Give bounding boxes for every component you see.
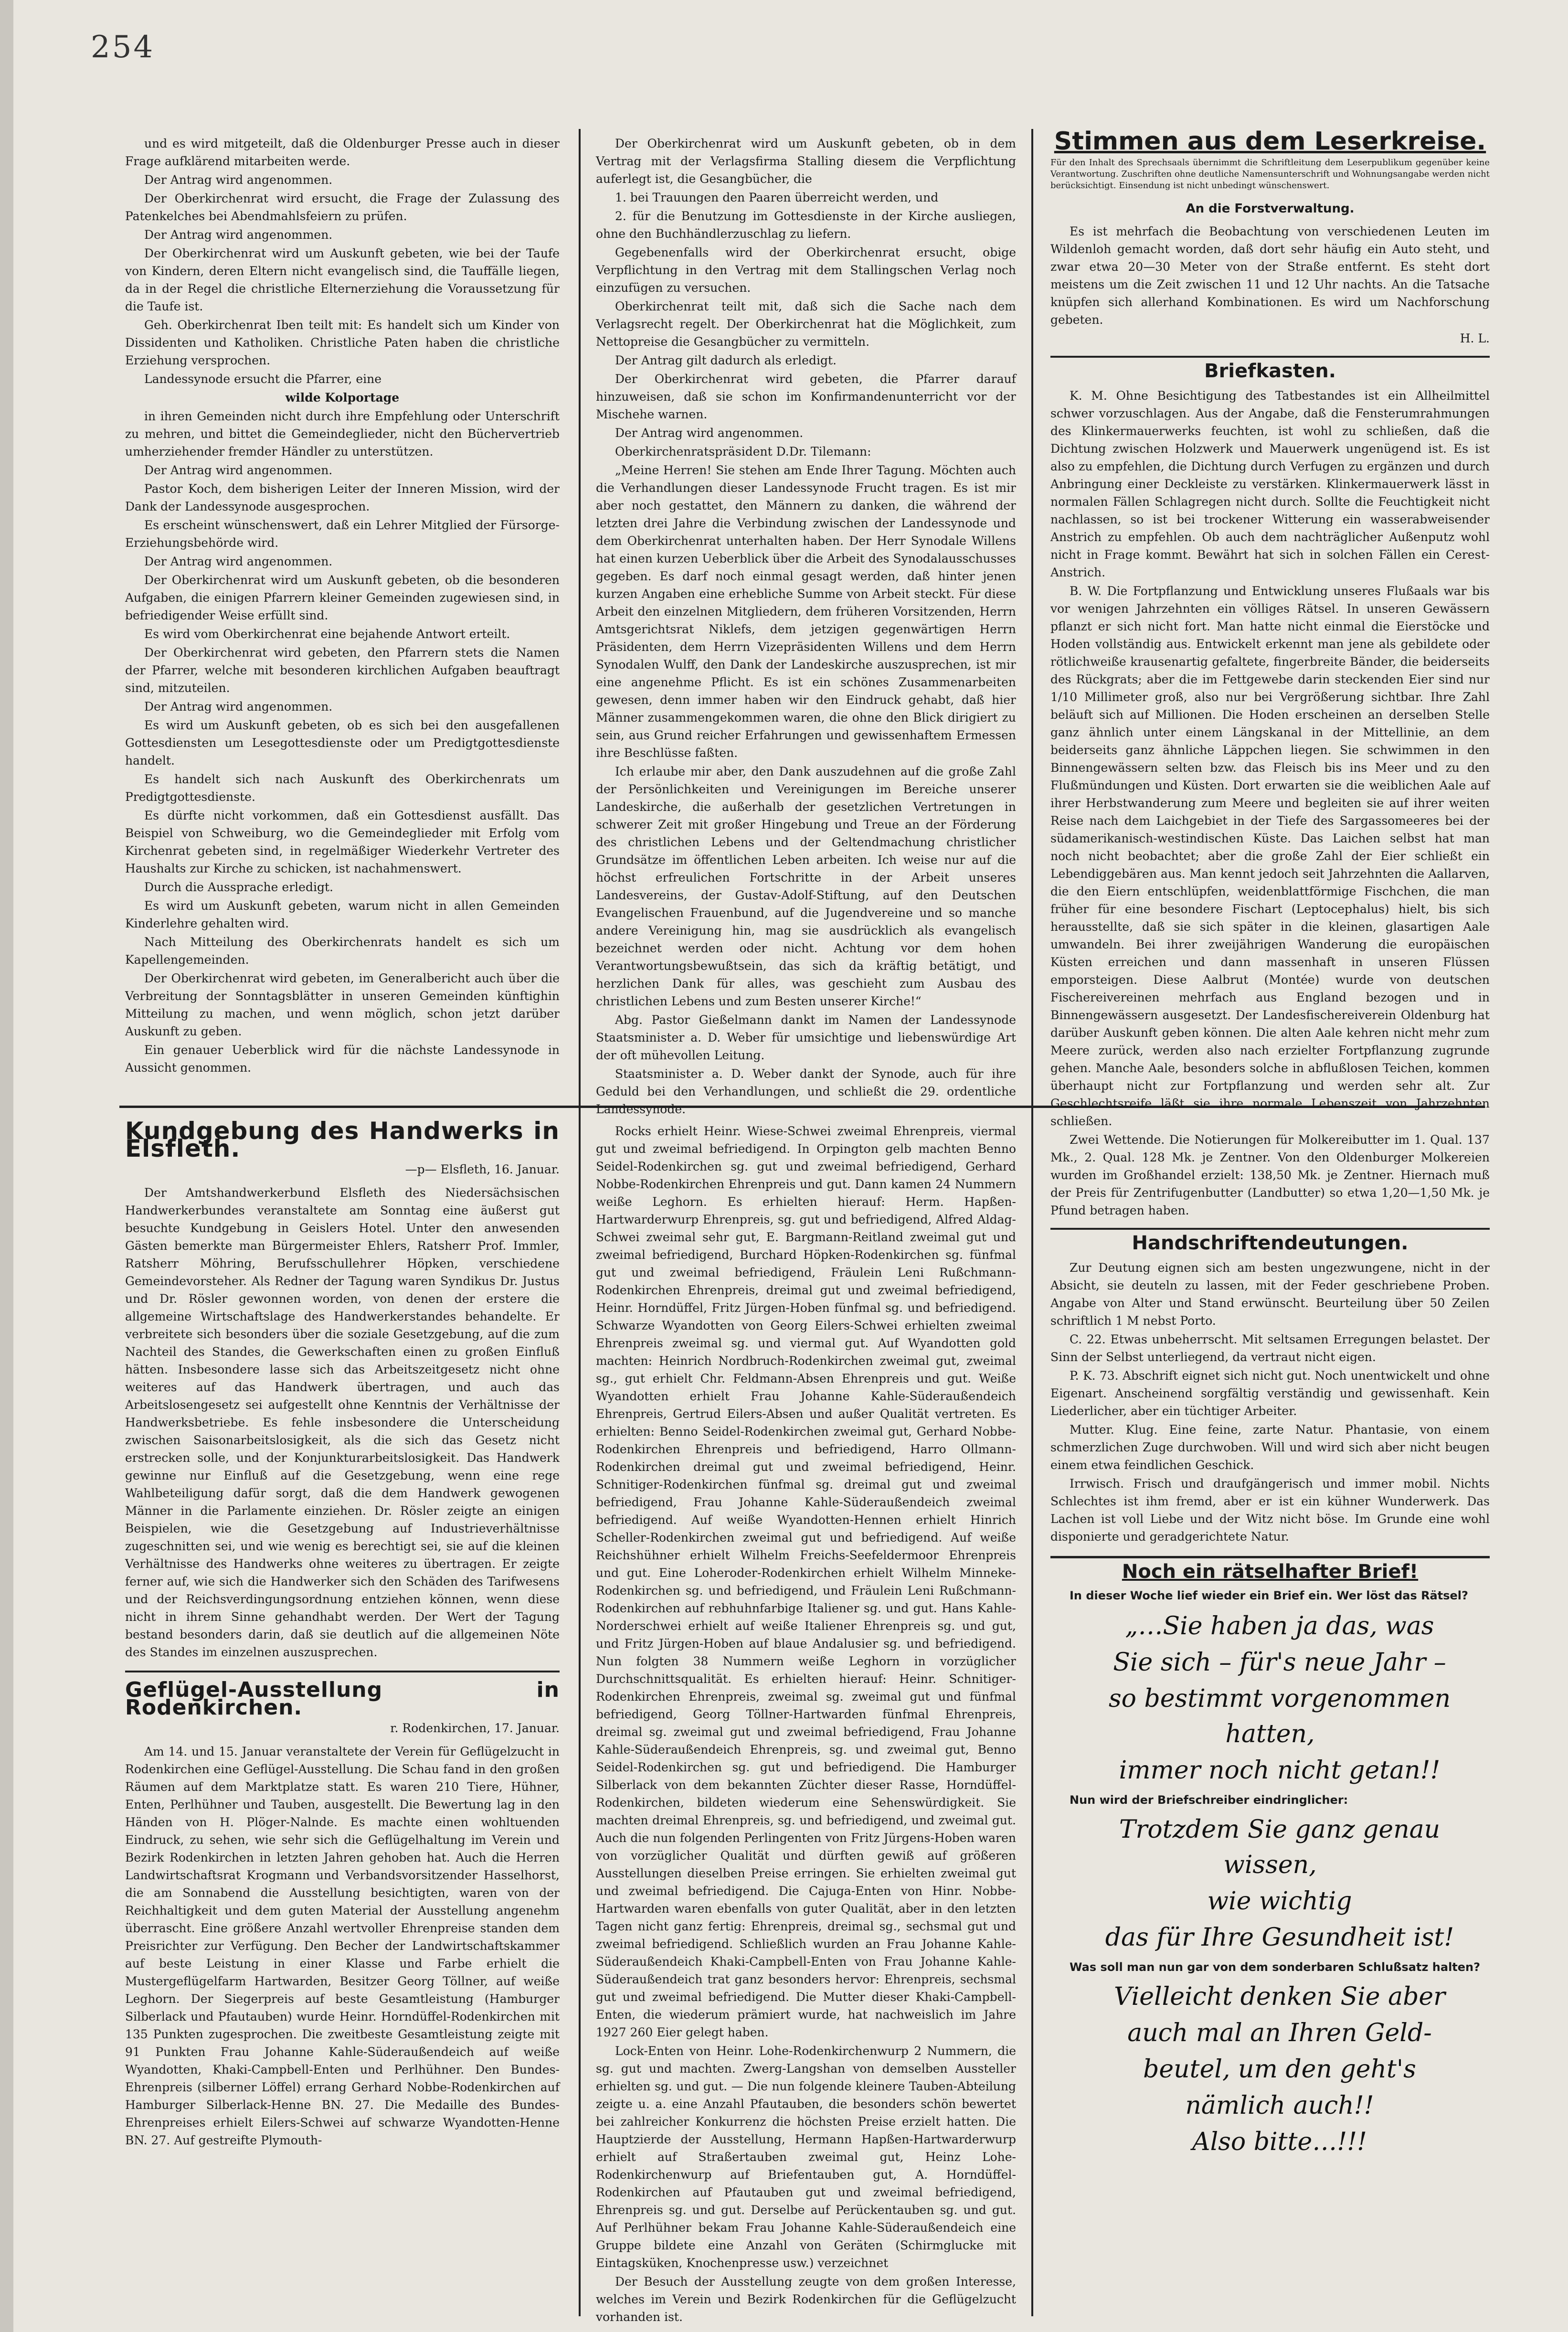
brief-middle-1: Nun wird der Briefschreiber eindringlicher: bbox=[1070, 1793, 1348, 1807]
handwritten-line: das für Ihre Gesundheit ist! bbox=[1105, 1923, 1454, 1952]
minutes-paragraph: Der Oberkirchenrat wird um Auskunft gebeten, ob in dem Vertrag mit der Verlagsfirma Stalling diesem die Verpflichtung auferlegt ist, die Gesangbücher, die bbox=[596, 137, 1016, 186]
scan-edge bbox=[0, 0, 13, 2332]
minutes-paragraph: Geh. Oberkirchenrat Iben teilt mit: Es handelt sich um Kinder von Dissidenten und Katholiken. Christliche Paten haben die christliche Erziehung versprochen. bbox=[125, 318, 560, 367]
handwritten-line: so bestimmt vorgenommen hatten, bbox=[1108, 1684, 1451, 1748]
minutes-paragraph: Landessynode ersucht die Pfarrer, eine bbox=[144, 372, 382, 386]
answer-paragraph: K. M. Ohne Besichtigung des Tatbestandes ist ein Allheilmittel schwer vorzuschlagen. Aus der Angabe, daß die Fensterumrahmungen des Klinkermauerwerks feuchten, ist wohl zu schließen, daß die Dichtung zwischen Holzwerk und Mauerwerk ungenügend ist. Es ist also zu empfehlen, die Dichtung durch Verfugen zu ergänzen und durch Anbringung einer Deckleiste zu verstärken. Klinkermauerwerk lässt in normalen Fällen Schlagregen nicht durch. Sollte die Feuchtigkeit nicht nachlassen, so ist bei trockener Witterung ein wasserabweisender Anstrich zu empfehlen. Ob auch dem nachträglicher Außenputz wohl nicht in Frage kommt. Bewährt hat sich in solchen Fällen ein Cerest-Anstrich. bbox=[1050, 389, 1490, 579]
reading-paragraph: Irrwisch. Frisch und draufgängerisch und immer mobil. Nichts Schlechtes ist ihm fremd, aber er ist ein kühner Wunderwerk. Das Lachen ist voll Liebe und der Witz nicht böse. Im Grunde eine wohl disponierte und geradgerichtete Natur. bbox=[1050, 1477, 1490, 1544]
article-title-handwerk: Kundgebung des Handwerks in Elsfleth. bbox=[125, 1117, 560, 1162]
handwritten-line: immer noch nicht getan!! bbox=[1119, 1756, 1441, 1785]
minutes-paragraph: Pastor Koch, dem bisherigen Leiter der Inneren Mission, wird der Dank der Landessynode ausgesprochen. bbox=[125, 482, 560, 513]
minutes-paragraph: Der Antrag wird angenommen. bbox=[144, 173, 333, 187]
minutes-paragraph: 2. für die Benutzung im Gottesdienste in der Kirche ausliegen, ohne den Buchhändlerzuschlag zu liefern. bbox=[596, 209, 1016, 241]
answer-paragraph: Zwei Wettende. Die Notierungen für Molkereibutter im 1. Qual. 137 Mk., 2. Qual. 128 Mk. je Zentner. Von den Oldenburger Molkereien wurden im Großhandel erzielt: 138,50 Mk. je Zentner. Hiernach muß der Preis für Zentrifugenbutter (Landbutter) so etwa 1,20—1,50 Mk. je Pfund betragen haben. bbox=[1050, 1133, 1490, 1217]
minutes-paragraph: Der Oberkirchenrat wird gebeten, im Generalbericht auch über die Verbreitung der Sonntagsblätter in unseren Gemeinden künftighin Mitteilung zu machen, und wenn möglich, schon jetzt darüber Auskunft zu geben. bbox=[125, 971, 560, 1038]
minutes-paragraph: Der Antrag wird angenommen. bbox=[144, 228, 333, 242]
brief-middle-2: Was soll man nun gar von dem sonderbaren Schlußsatz halten? bbox=[1070, 1960, 1481, 1974]
column-1-top bbox=[125, 135, 560, 1077]
minutes-paragraph: Der Antrag wird angenommen. bbox=[144, 463, 333, 477]
reading-paragraph: P. K. 73. Abschrift eignet sich nicht gut. Noch unentwickelt und ohne Eigenart. Anscheinend sorgfältig verständig und gewissenhaft. Kein Liederlicher, aber ein tüchtiger Arbeiter. bbox=[1050, 1369, 1490, 1418]
minutes-paragraph: Durch die Aussprache erledigt. bbox=[144, 880, 333, 894]
letter-paragraph: H. L. bbox=[1460, 331, 1490, 345]
minutes-paragraph: Der Oberkirchenrat wird um Auskunft gebeten, ob die besonderen Aufgaben, die einigen Pfarrern kleiner Gemeinden zugewiesen sind, in befriedigender Weise erfüllt sind. bbox=[125, 573, 560, 622]
letter-paragraph: Es ist mehrfach die Beobachtung von verschiedenen Leuten im Wildenloh gemacht worden, daß dort sehr häufig ein Auto steht, und zwar etwa 20—30 Meter von der Straße entfernt. Es steht dort meistens um die Zeit zwischen 11 und 12 Uhr nachts. An die Tatsache knüpfen sich allerhand Kombinationen. Es wird um Nachforschung gebeten. bbox=[1050, 224, 1490, 327]
rule-above-briefkasten bbox=[1050, 356, 1490, 358]
column-rule-1 bbox=[579, 129, 581, 2316]
minutes-paragraph: Staatsminister a. D. Weber dankt der Synode, auch für ihre Geduld bei den Verhandlungen, und schließt die 29. ordentliche Landessynode. bbox=[596, 1067, 1016, 1116]
reading-paragraph: Mutter. Klug. Eine feine, zarte Natur. Phantasie, von einem schmerzlichen Zuge durchwoben. Will und wird sich aber nicht beugen einem etwa feindlichen Geschick. bbox=[1050, 1423, 1490, 1472]
article-body-gefluegel bbox=[125, 1743, 560, 2149]
synod-minutes-right bbox=[596, 135, 1016, 1118]
minutes-paragraph: Der Antrag wird angenommen. bbox=[144, 554, 333, 568]
handwritten-excerpt-3 bbox=[1050, 1979, 1490, 2160]
handwritten-line: beutel, um den geht's bbox=[1143, 2055, 1416, 2084]
answer-paragraph: B. W. Die Fortpflanzung und Entwicklung unseres Flußaals war bis vor wenigen Jahrzehnten ein völliges Rätsel. In unseren Gewässern pflanzt er sich nicht fort. Man hatte nicht einmal die Eierstöcke und Hoden vollständig aus. Entwickelt erkennt man jene als gebildete oder rötlichweiße krausenartig gefaltete, fingerbreite Bänder, die beiderseits des Rückgrats; aber die im Fettgewebe darin steckenden Eier sind nur 1/10 Millimeter groß, also nur bei Vergrößerung sichtbar. Ihre Zahl beläuft sich auf Millionen. Die Hoden erscheinen an derselben Stelle ganz ähnlich unter einem Längskanal in der Mittellinie, an dem beiderseits ganz ähnliche Läppchen liegen. Sie schwimmen in den Binnengewässern selten bzw. das Fleisch bis ins Meer und zu den Flußmündungen und Küsten. Dort erwarten sie die weiblichen Aale auf ihrer Herbstwanderung zum Meere und begleiten sie auf ihrer weiten Reise nach dem Laichgebiet in der Tiefe des Sargassomeeres bei der südamerikanisch-westindischen Küste. Das Laichen selbst hat man noch nicht beobachtet; aber die große Zahl der Eier schließt ein Lebendiggebären aus. Man kennt jedoch seit Jahrzehnten die Aallarven, die den Eiern entschlüpfen, weidenblattförmige Fischchen, die man früher für eine besondere Fischart (Leptocephalus) hielt, bis sich herausstellte, daß sie sich später in die kleinen, glasartigen Aale umwandeln. Bei ihrer zweijährigen Wanderung die europäischen Küsten erreichen und dann massenhaft in unseren Flüssen emporsteigen. Diese Aalbrut (Montée) wurde von deutschen Fischereivereinen mehrfach aus England bezogen und in Binnengewässern ausgesetzt. Der Landesfischereiverein Oldenburg hat darüber Auskunft geben können. Die alten Aale kehren nicht mehr zum Meere zurück, werden also nach erzielter Fortpflanzung zugrunde gehen. Manche Aale, besonders solche in abflußlosen Teichen, kommen überhaupt nicht zur Fortpflanzung und werden sehr alt. Zur Geschlechtsreife läßt sie ihre normale Lebenszeit von Jahrzehnten schließen. bbox=[1050, 584, 1490, 1128]
rule-above-handschriften bbox=[1050, 1228, 1490, 1230]
minutes-paragraph: Oberkirchenratspräsident D.Dr. Tilemann: bbox=[615, 445, 871, 458]
minutes-paragraph: Der Oberkirchenrat wird ersucht, die Frage der Zulassung des Patenkelches bei Abendmahlsfeiern zu prüfen. bbox=[125, 192, 560, 223]
reading-paragraph: Zur Deutung eignen sich am besten ungezwungene, nicht in der Absicht, sie deuteln zu lassen, mit der Feder geschriebene Proben. Angabe von Alter und Stand erwünscht. Beurteilung über 50 Zeilen schriftlich 1 M nebst Porto. bbox=[1050, 1261, 1490, 1328]
section-title-raetsel-brief: Noch ein rätselhafter Brief! bbox=[1122, 1561, 1419, 1583]
subhead-forstverwaltung: An die Forstverwaltung. bbox=[1186, 202, 1355, 216]
minutes-paragraph: in ihren Gemeinden nicht durch ihre Empfehlung oder Unterschrift zu mehren, und bittet die Gemeindeglieder, nicht den Büchervertrieb umherziehender fremder Händler zu unterstützen. bbox=[125, 409, 560, 458]
minutes-paragraph: Der Antrag wird angenommen. bbox=[615, 426, 804, 440]
column-2-top bbox=[596, 135, 1016, 1119]
synod-minutes-left bbox=[125, 135, 560, 1076]
section-title-briefkasten: Briefkasten. bbox=[1204, 360, 1336, 382]
handwritten-line: nämlich auch!! bbox=[1185, 2091, 1374, 2120]
article-paragraph: Der Besuch der Ausstellung zeugte von dem großen Interesse, welches im Verein und Bezirk Rodenkirchen für die Geflügelzucht vorhanden ist. bbox=[596, 2275, 1016, 2324]
handwritten-excerpt-1 bbox=[1050, 1608, 1490, 1788]
minutes-paragraph: wilde Kolportage bbox=[285, 391, 400, 405]
article-paragraph: Am 14. und 15. Januar veranstaltete der Verein für Geflügelzucht in Rodenkirchen eine Geflügel-Ausstellung. Die Schau fand in den großen Räumen auf dem Marktplatze statt. Es waren 210 Tiere, Hühner, Enten, Perlhühner und Tauben, ausgestellt. Die Bewertung lag in den Händen von H. Plöger-Nalnde. Es machte einen wohltuenden Eindruck, zu sehen, wie sehr sich die Geflügelhaltung im Verein und Bezirk Rodenkirchen in letzten Jahren gehoben hat. Auch die Herren Landwirtschaftsrat Krogmann und Verbandsvorsitzender Hasselhorst, die am Sonnabend die Ausstellung besichtigten, waren von der Reichhaltigkeit und dem guten Material der Ausstellung angenehm überrascht. Eine größere Anzahl wertvoller Ehrenpreise standen dem Preisrichter zur Verfügung. Den Becher der Landwirtschaftskammer auf beste Leistung in einer Klasse und Farbe erhielt die Mustergeflügelfarm Hartwarden, Besitzer Georg Töllner, auf weiße Leghorn. Der Siegerpreis auf beste Gesamtleistung (Hamburger Silberlack und Pfautauben) wurde Heinr. Horndüffel-Rodenkirchen mit 135 Punkten zugesprochen. Die zweitbeste Gesamtleistung zeigte mit 91 Punkten Frau Johanne Kahle-Süderaußendeich auf weiße Wyandotten, Khaki-Campbell-Enten und Perlhühner. Den Bundes-Ehrenpreis (silberner Löffel) errang Gerhard Nobbe-Rodenkirchen auf Hamburger Silberlack-Henne BN. 27. Die Medaille des Bundes-Ehrenpreises erhielt Eilers-Schwei auf schwarze Wyandotten-Henne BN. 27. Auf gestreifte Plymouth- bbox=[125, 1745, 560, 2147]
disclaimer-note: Für den Inhalt des Sprechsaals übernimmt die Schriftleitung dem Leserpublikum gegenüber keine Verantwortung. Zuschriften ohne deutliche Namensunterschrift und Wohnungsangabe werden nicht berücksichtigt. Einsendung ist nicht unbedingt wünschenswert. bbox=[1050, 158, 1490, 191]
letter-forstverwaltung bbox=[1050, 223, 1490, 347]
handwritten-line: Sie sich – für's neue Jahr – bbox=[1113, 1648, 1446, 1677]
minutes-paragraph: Es wird um Auskunft gebeten, ob es sich bei den ausgefallenen Gottesdiensten um Lesegottesdienste oder um Predigtgottesdienste handelt. bbox=[125, 718, 560, 767]
gefluegel-continuation bbox=[596, 1122, 1016, 2326]
minutes-paragraph: Oberkirchenrat teilt mit, daß sich die Sache nach dem Verlagsrecht regelt. Der Oberkirchenrat hat die Möglichkeit, zum Nettopreise die Gesangbücher zu vermitteln. bbox=[596, 299, 1016, 349]
article-paragraph: Lock-Enten von Heinr. Lohe-Rodenkirchenwurp 2 Nummern, die sg. gut und machten. Zwerg-Langshan von demselben Aussteller erhielten sg. und gut. — Die nun folgende kleinere Tauben-Abteilung zeigte u. a. eine Anzahl Pfautauben, die besonders schön bewertet bei zahlreicher Konkurrenz die höchsten Preise erzielt hatten. Die Hauptzierde der Ausstellung, Hermann Hapßen-Hartwarderwurp erhielt auf Straßertauben zweimal gut, Heinz Lohe-Rodenkirchenwurp auf Briefentauben gut, A. Horndüffel-Rodenkirchen auf Pfautauben gut und zweimal befriedigend, Ehrenpreis sg. und gut. Derselbe auf Perückentauben sg. und gut. Auf Perlhühner bekam Frau Johanne Kahle-Süderaußendeich eine Gruppe bildete eine Anzahl von Geräten (Schirmglucke mit Eintagsküken, Knochenpresse usw.) verzeichnet bbox=[596, 2044, 1016, 2270]
page-number: 254 bbox=[91, 30, 155, 65]
column-rule-2 bbox=[1031, 129, 1033, 2316]
minutes-paragraph: Ich erlaube mir aber, den Dank auszudehnen auf die große Zahl der Persönlichkeiten und Vereinigungen im Bereiche unserer Landeskirche, die außerhalb der gesetzlichen Vertretungen in schwerer Zeit mit großer Hingebung und Treue an der Förderung des christlichen Lebens und der Geltendmachung christlicher Grundsätze im öffentlichen Leben arbeiten. Ich weise nur auf die höchst erfreulichen Fortschritte in der Arbeit unseres Landesvereins, der Gustav-Adolf-Stiftung, auf den Deutschen Evangelischen Frauenbund, auf die Jugendvereine und so manche andere Vereinigung hin, mag sie ausdrücklich als evangelisch bezeichnet werden oder nicht. Achtung vor dem hohen Verantwortungsbewußtsein, das sich da kräftig betätigt, und herzlichen Dank für alles, was geschieht zum Ausbau des christlichen Lebens und zum Besten unserer Kirche!“ bbox=[596, 765, 1016, 1008]
minutes-paragraph: Es handelt sich nach Auskunft des Oberkirchenrats um Predigtgottesdienste. bbox=[125, 772, 560, 804]
article-title-gefluegel: Geflügel-Ausstellung in Rodenkirchen. bbox=[125, 1678, 560, 1720]
handwritten-line: wie wichtig bbox=[1207, 1887, 1352, 1916]
minutes-paragraph: Abg. Pastor Gießelmann dankt im Namen der Landessynode Staatsminister a. D. Weber für umsichtige und liebenswürdige Art der oft mühevollen Leitung. bbox=[596, 1013, 1016, 1062]
handwriting-readings bbox=[1050, 1259, 1490, 1545]
minutes-paragraph: Es dürfte nicht vorkommen, daß ein Gottesdienst ausfällt. Das Beispiel von Schweiburg, wo die Gemeindeglieder mit Erfolg vom Kirchenrat gebeten sind, in regelmäßiger Wiederkehr Vertreter des Haushalts zur Kirche zu schicken, ist nachahmenswert. bbox=[125, 809, 560, 875]
handwritten-line: Vielleicht denken Sie aber bbox=[1113, 1982, 1446, 2011]
article-body-handwerk bbox=[125, 1184, 560, 1661]
handwritten-line: Trotzdem Sie ganz genau wissen, bbox=[1119, 1815, 1441, 1879]
minutes-paragraph: Gegebenenfalls wird der Oberkirchenrat ersucht, obige Verpflichtung in den Vertrag mit dem Stallingschen Verlag noch einzufügen zu versuchen. bbox=[596, 245, 1016, 295]
handwritten-line: „…Sie haben ja das, was bbox=[1125, 1612, 1434, 1640]
minutes-paragraph: Der Oberkirchenrat wird um Auskunft gebeten, wie bei der Taufe von Kindern, deren Eltern nicht evangelisch sind, die Tauffälle liegen, da in der Regel die christliche Elternerziehung die Voraussetzung für die Taufe ist. bbox=[125, 246, 560, 313]
briefkasten-answers bbox=[1050, 387, 1490, 1219]
minutes-paragraph: Ein genauer Ueberblick wird für die nächste Landessynode in Aussicht genommen. bbox=[125, 1043, 560, 1075]
column-2-bottom bbox=[596, 1122, 1016, 2327]
rule-above-gefluegel bbox=[125, 1671, 560, 1672]
article-paragraph: Rocks erhielt Heinr. Wiese-Schwei zweimal Ehrenpreis, viermal gut und zweimal befriedigend. In Orpington gelb machten Benno Seidel-Rodenkirchen sg. gut und zweimal befriedigend, Gerhard Nobbe-Rodenkirchen Ehrenpreis und gut. Dann kamen 24 Nummern weiße Leghorn. Es erhielten hierauf: Herm. Hapßen-Hartwarderwurp Ehrenpreis, sg. gut und befriedigend, Alfred Aldag-Schwei zweimal sehr gut, E. Bargmann-Reitland zweimal gut und zweimal befriedigend, Burchard Höpken-Rodenkirchen sg. fünfmal gut und zweimal befriedigend, Fräulein Leni Rußchmann-Rodenkirchen Ehrenpreis, dreimal gut und zweimal befriedigend, Heinr. Horndüffel, Fritz Jürgen-Hoben fünfmal sg. und befriedigend. Schwarze Wyandotten von Georg Eilers-Schwei erhielten zweimal Ehrenpreis zweimal sg. und viermal gut. Auf Wyandotten gold machten: Heinrich Nordbruch-Rodenkirchen zweimal gut, zweimal sg., gut erhielt Chr. Feldmann-Absen Ehrenpreis und gut. Weiße Wyandotten erhielt Frau Johanne Kahle-Süderaußendeich Ehrenpreis, Gertrud Eilers-Absen und außer Qualität vertreten. Es erhielten: Benno Seidel-Rodenkirchen zweimal gut, Gerhard Nobbe-Rodenkirchen Ehrenpreis und befriedigend, Harro Ollmann-Rodenkirchen dreimal gut und zweimal befriedigend, Heinr. Schnitiger-Rodenkirchen fünfmal sg. dreimal gut und zweimal befriedigend, Frau Johanne Kahle-Süderaußendeich zweimal befriedigend. Auf weiße Wyandotten-Hennen erhielt Hinrich Scheller-Rodenkirchen zweimal gut und befriedigend. Auf weiße Reichshühner erhielt Wilhelm Freichs-Seefeldermoor Ehrenpreis und gut. Eine Loheroder-Rodenkirchen erhielt Wilhelm Minneke-Rodenkirchen sg. und befriedigend, und Fräulein Leni Rußchmann-Rodenkirchen auf rebhuhnfarbige Italiener sg. und gut. Hans Kahle-Norderschwei erhielt auf weiße Italiener Ehrenpreis sg. und gut, und Fritz Jürgen-Hoben auf blaue Andalusier sg. und befriedigend. Nun folgten 38 Nummern weiße Leghorn in vorzüglicher Durchschnittsqualität. Es erhielten hierauf: Heinr. Schnitiger-Rodenkirchen Ehrenpreis, zweimal sg. zweimal gut und fünfmal befriedigend, Georg Töllner-Hartwarden fünfmal Ehrenpreis, dreimal sg. zweimal gut und zweimal befriedigend, Frau Johanne Kahle-Süderaußendeich Ehrenpreis, sg. und zweimal gut, Benno Seidel-Rodenkirchen sg. gut und befriedigend. Die Hamburger Silberlack von dem bekannten Züchter dieser Rasse, Horndüffel-Rodenkirchen, bildeten wiederum eine Sehenswürdigkeit. Sie machten dreimal Ehrenpreis, sg. und befriedigend, und zweimal gut. Auch die nun folgenden Perlingenten von Fritz Jürgens-Hoben waren von vorzüglicher Qualität und dürften gewiß auf größeren Ausstellungen dieselben Preise erringen. Sie erhielten zweimal gut und zweimal befriedigend. Die Cajuga-Enten von Hinr. Nobbe-Hartwarden waren ebenfalls von guter Qualität, aber in den letzten Tagen nicht ganz fertig: Ehrenpreis, dreimal sg., sechsmal gut und zweimal befriedigend. Schließlich wurden an Frau Johanne Kahle-Süderaußendeich Khaki-Campbell-Enten von Frau Johanne Kahle-Süderaußendeich trat ganz besonders hervor: Ehrenpreis, sechsmal gut und zweimal befriedigend. Die Mutter dieser Khaki-Campbell-Enten, die wiederum prämiert wurde, hat nachweislich im Jahre 1927 260 Eier gelegt haben. bbox=[596, 1124, 1016, 2039]
handwritten-line: Also bitte…!!! bbox=[1192, 2128, 1367, 2156]
minutes-paragraph: Der Oberkirchenrat wird gebeten, die Pfarrer darauf hinzuweisen, daß sie schon im Konfirmandenunterricht vor der Mischehe warnen. bbox=[596, 372, 1016, 421]
minutes-paragraph: Es wird um Auskunft gebeten, warum nicht in allen Gemeinden Kinderlehre gehalten wird. bbox=[125, 899, 560, 930]
minutes-paragraph: Es erscheint wünschenswert, daß ein Lehrer Mitglied der Fürsorge-Erziehungsbehörde wird. bbox=[125, 518, 560, 550]
minutes-paragraph: Der Antrag gilt dadurch als erledigt. bbox=[615, 353, 837, 367]
minutes-paragraph: Es wird vom Oberkirchenrat eine bejahende Antwort erteilt. bbox=[144, 627, 510, 641]
minutes-paragraph: „Meine Herren! Sie stehen am Ende Ihrer Tagung. Möchten auch die Verhandlungen dieser Landessynode Frucht tragen. Es ist mir aber noch gestattet, den Männern zu danken, die während der letzten drei Jahre die Verbindung zwischen der Landessynode und dem Oberkirchenrat unterhalten haben. Der Herr Synodale Willens hat einen kurzen Ueberblick über die Arbeit des Synodalausschusses gegeben. Es darf noch einmal gesagt werden, daß hinter jenen kurzen Angaben eine erhebliche Summe von Arbeit steckt. Für diese Arbeit den einzelnen Mitgliedern, dem früheren Vorsitzenden, Herrn Amtsgerichtsrat Niklefs, dem jetzigen gegenwärtigen Herrn Präsidenten, dem Herrn Vizepräsidenten Willens und dem Herrn Synodalen Wulff, den Dank der Landeskirche auszusprechen, ist mir eine angenehme Pflicht. Es ist ein schönes Zusammenarbeiten gewesen, denn immer haben wir den Eindruck gehabt, daß hier Männer zusammengekommen waren, die ohne den Blick dirigiert zu sein, aus Grund reicher Erfahrungen und gewissenhaftem Ermessen ihre Beschlüsse faßten. bbox=[596, 463, 1016, 760]
minutes-paragraph: und es wird mitgeteilt, daß die Oldenburger Presse auch in dieser Frage aufklärend mitarbeiten werde. bbox=[125, 137, 560, 168]
brief-intro: In dieser Woche lief wieder ein Brief ein. Wer löst das Rätsel? bbox=[1070, 1589, 1468, 1602]
section-title-leserkreise: Stimmen aus dem Leserkreise. bbox=[1054, 127, 1486, 156]
minutes-paragraph: Der Oberkirchenrat wird gebeten, den Pfarrern stets die Namen der Pfarrer, welche mit besonderen kirchlichen Aufgaben beauftragt sind, mitzuteilen. bbox=[125, 646, 560, 695]
rule-above-brief bbox=[1050, 1556, 1490, 1558]
minutes-paragraph: Der Antrag wird angenommen. bbox=[144, 700, 333, 713]
column-3 bbox=[1050, 129, 1490, 2161]
handwritten-excerpt-2 bbox=[1050, 1812, 1490, 1955]
section-title-handschriften: Handschriftendeutungen. bbox=[1132, 1232, 1409, 1254]
article-paragraph: Der Amtshandwerkerbund Elsfleth des Niedersächsischen Handwerkerbundes veranstaltete am Sonntag eine äußerst gut besuchte Kundgebung in Geislers Hotel. Unter den anwesenden Gästen bemerkte man Bürgermeister Ehlers, Ratsherr Prof. Immler, Ratsherr Möhring, Berufsschullehrer Höpken, verschiedene Gemeindevorsteher. Als Redner der Tagung waren Syndikus Dr. Justus und Dr. Rösler gewonnen worden, von denen der erstere die allgemeine Wirtschaftslage des Handwerkerstandes behandelte. Er verbreitete sich besonders über die soziale Gesetzgebung, auf die zum Nachteil des Standes, die Gewerkschaften einen zu großen Einfluß hätten. Insbesondere lasse sich das Arbeitszeitgesetz nicht ohne weiteres auf das Handwerk übertragen, und auch das Arbeitslosengesetz sei aufgestellt ohne Kenntnis der Verhältnisse der Handwerksbetriebe. Es fehle insbesondere die Unterscheidung zwischen Saisonarbeitslosigkeit, als die sich das Gesetz nicht erstrecken solle, und der Konjunkturarbeitslosigkeit. Das Handwerk gewinne nur Einfluß auf die Gesetzgebung, wenn eine rege Wahlbeteiligung dafür sorgt, daß die dem Handwerk gewogenen Männer in die Parlamente einziehen. Dr. Rösler zeigte an einigen Beispielen, wie die Gesetzgebung auf Industrieverhältnisse zugeschnitten sei, und wie wenig es berechtigt sei, sie auf die kleinen Verhältnisse des Handwerks ohne weiteres zu übertragen. Er zeigte ferner auf, wie sich die Handwerker sich den Schäden des Tarifwesens und der Reichsverdingungsordnung entziehen können, wenn diese nicht in ihrem Sinne gehandhabt werden. Der Wert der Tagung bestand besonders darin, daß sie deutlich auf die allgemeinen Nöte des Standes im einzelnen auszusprechen. bbox=[125, 1186, 560, 1659]
dateline-rodenkirchen: r. Rodenkirchen, 17. Januar. bbox=[390, 1721, 560, 1735]
dateline-elsfleth: —p— Elsfleth, 16. Januar. bbox=[405, 1162, 560, 1176]
minutes-paragraph: Nach Mitteilung des Oberkirchenrats handelt es sich um Kapellengemeinden. bbox=[125, 935, 560, 967]
column-1-bottom bbox=[125, 1117, 560, 2150]
minutes-paragraph: 1. bei Trauungen den Paaren überreicht werden, und bbox=[615, 191, 939, 204]
reading-paragraph: C. 22. Etwas unbeherrscht. Mit seltsamen Erregungen belastet. Der Sinn der Selbst unterliegend, da vertraut nicht eigen. bbox=[1050, 1332, 1490, 1364]
handwritten-line: auch mal an Ihren Geld- bbox=[1127, 2019, 1432, 2047]
